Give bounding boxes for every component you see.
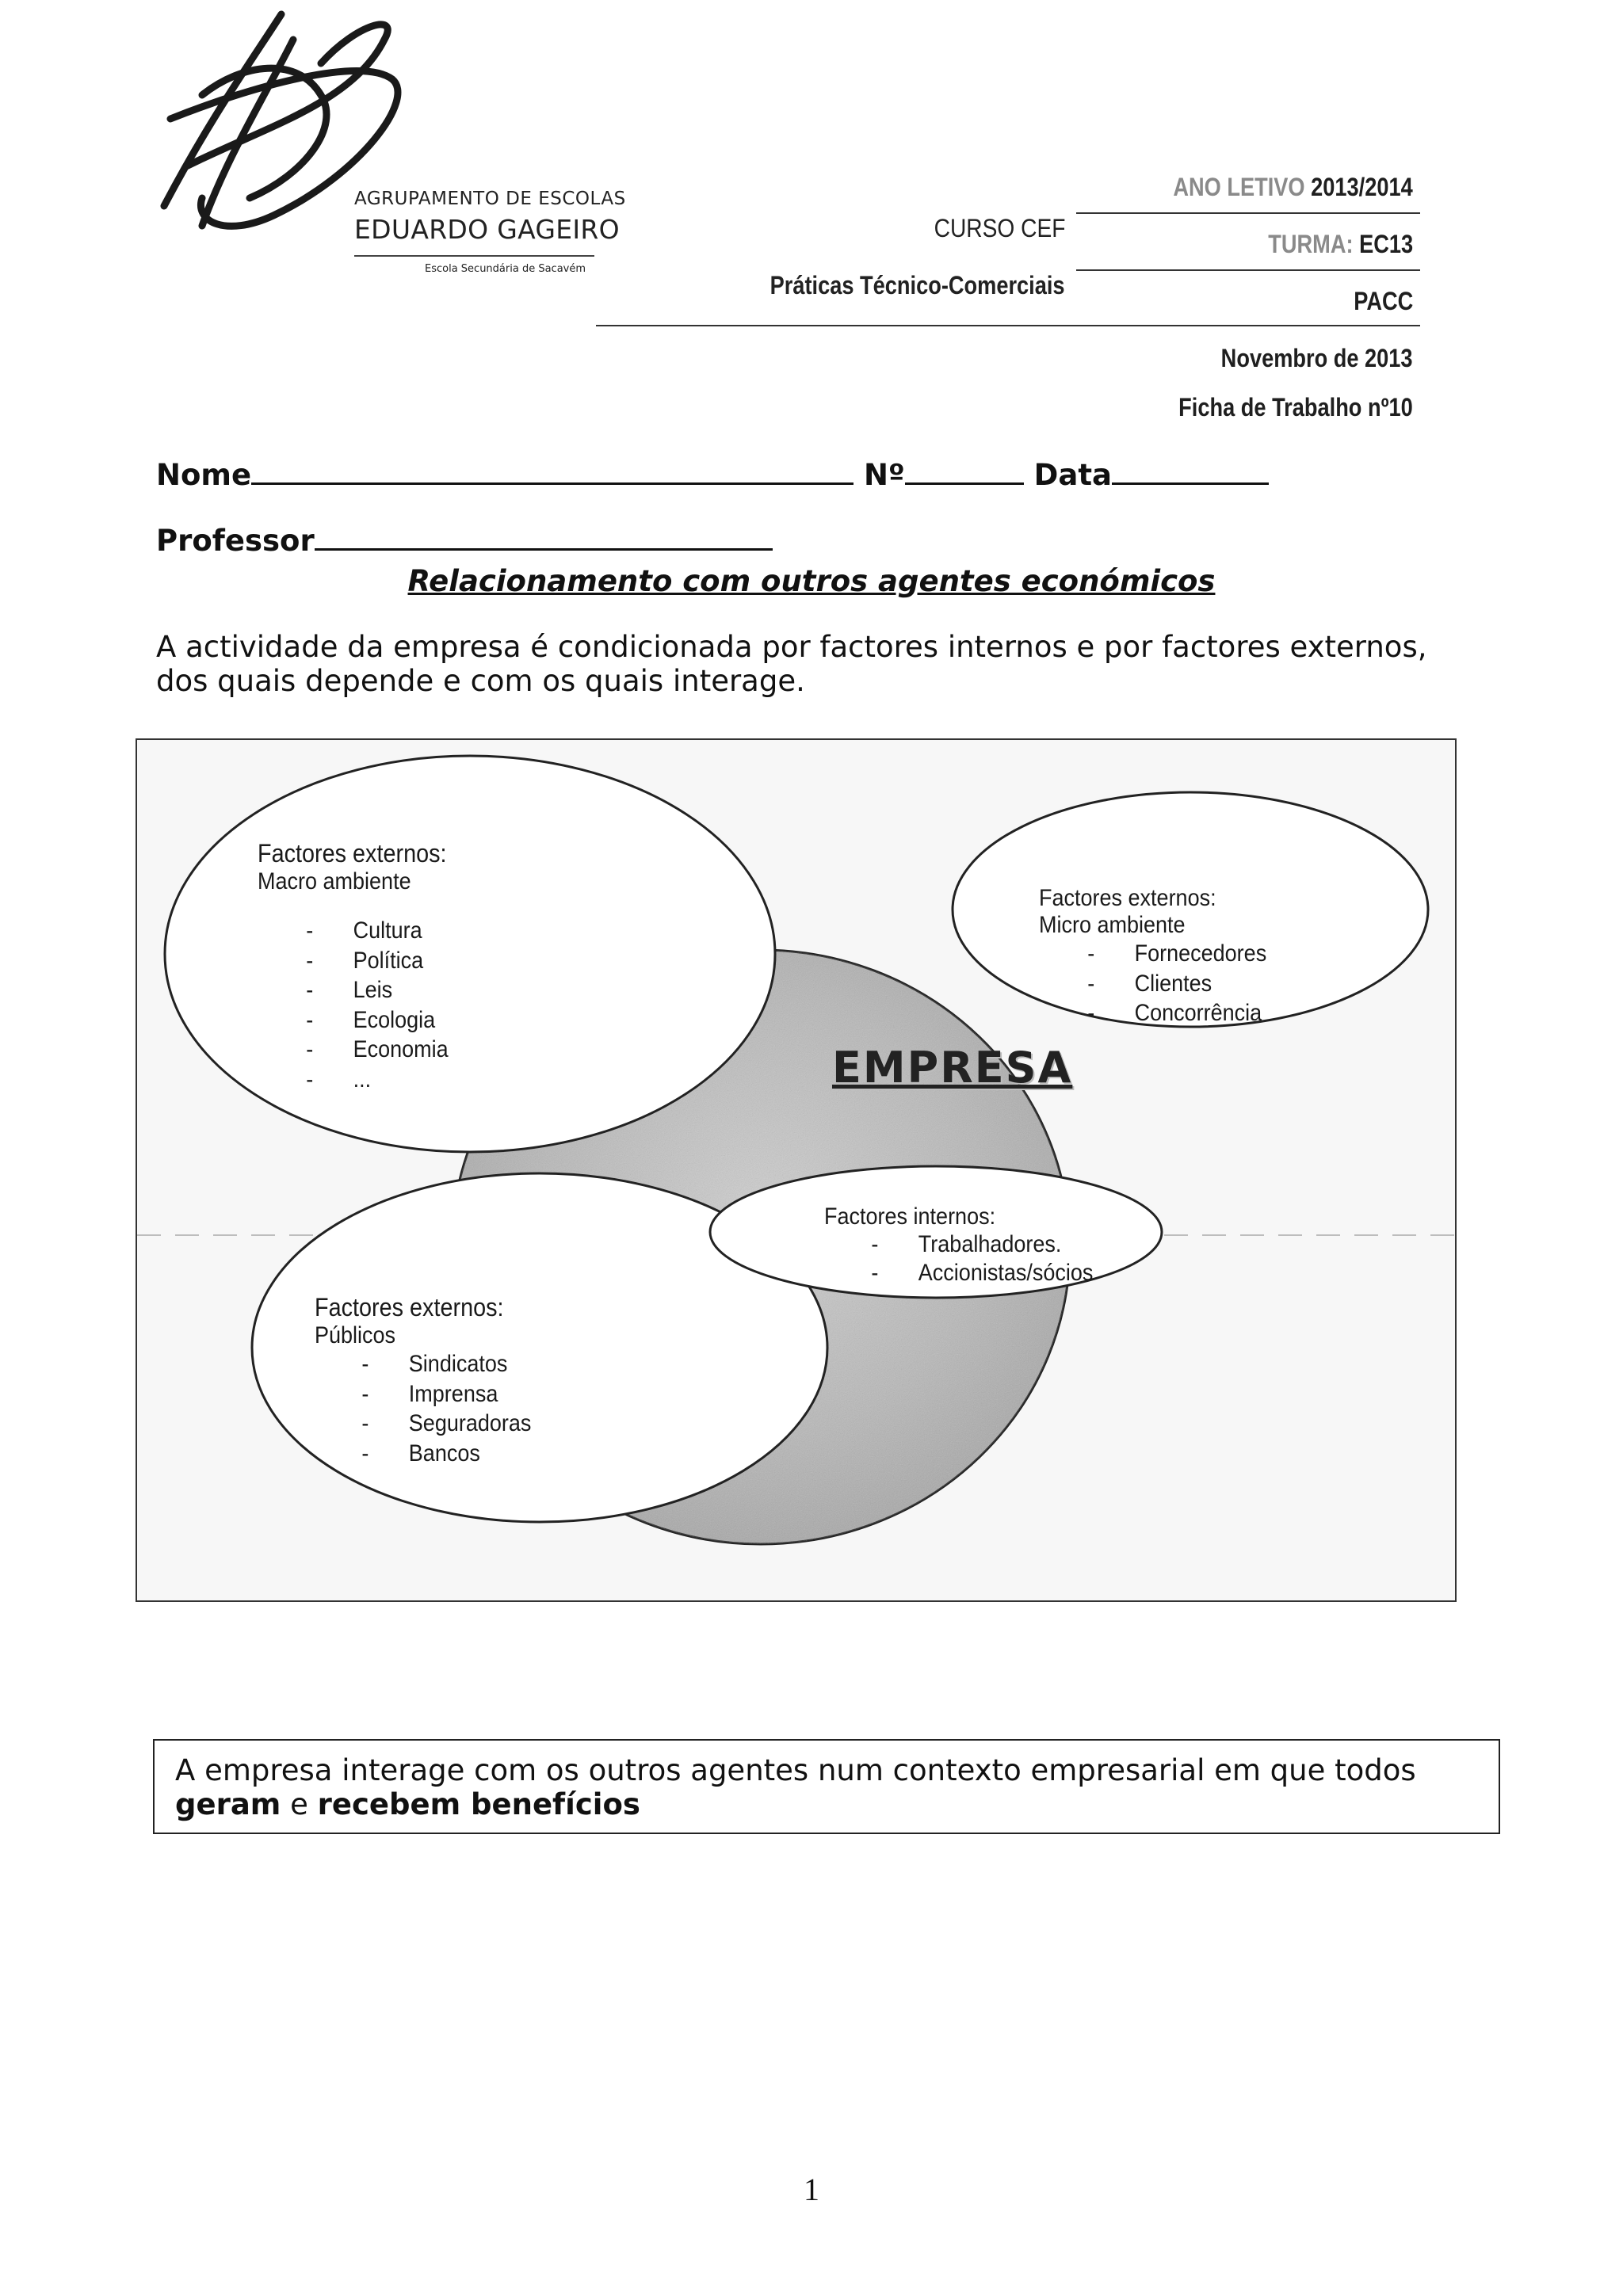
publicos-subtitle: Públicos [315, 1322, 396, 1348]
summary-bold-1: geram [175, 1787, 281, 1821]
empresa-label: EMPRESA [832, 1043, 1073, 1093]
summary-text: A empresa interage com os outros agentes num contexto empresarial em que todos [175, 1753, 1416, 1787]
list-item: - Imprensa [361, 1379, 531, 1409]
student-fields [156, 456, 1269, 492]
factors-diagram [136, 738, 1457, 1602]
school-divider [354, 255, 594, 257]
number-field[interactable] [905, 456, 1024, 485]
internos-title: Factores internos: [824, 1203, 996, 1230]
macro-subtitle: Macro ambiente [258, 868, 411, 894]
macro-ellipse [165, 756, 775, 1152]
list-item: - ... [306, 1065, 448, 1095]
number-label: Nº [863, 458, 905, 492]
micro-group [1039, 885, 1266, 1028]
school-subname: Escola Secundária de Sacavém [425, 263, 586, 275]
list-item: - Bancos [361, 1439, 531, 1469]
page-title: Relacionamento com outros agentes económicos [407, 564, 1216, 598]
school-year [1174, 173, 1413, 202]
school-year-value: 2013/2014 [1311, 173, 1413, 201]
sheet-number: Ficha de Trabalho nº10 [1178, 393, 1413, 421]
list-item: - Política [306, 946, 448, 976]
list-item: - Fornecedores [1087, 939, 1266, 969]
macro-list [306, 916, 448, 1094]
macro-group [258, 839, 449, 1094]
summary-conjunction: e [290, 1787, 308, 1821]
date-label: Data [1033, 458, 1113, 492]
publicos-group [315, 1293, 531, 1468]
micro-subtitle: Micro ambiente [1039, 912, 1186, 938]
teacher-label: Professor [156, 524, 315, 558]
list-item: - Sindicatos [361, 1349, 531, 1379]
header-divider [596, 325, 1420, 326]
school-group-name: AGRUPAMENTO DE ESCOLAS [354, 189, 626, 209]
name-label: Nome [156, 458, 252, 492]
header-divider [1076, 269, 1420, 271]
module-code: PACC [1353, 287, 1413, 315]
summary-box [153, 1739, 1500, 1834]
class-id [1268, 230, 1413, 259]
class-value: EC13 [1358, 230, 1413, 258]
macro-title: Factores externos: [258, 839, 447, 868]
teacher-field[interactable] [315, 521, 773, 551]
list-item: - Accionistas/sócios [871, 1259, 1093, 1287]
class-label: TURMA: [1268, 230, 1354, 258]
list-item: - Cultura [306, 916, 448, 946]
list-item: - Trabalhadores. [871, 1230, 1093, 1259]
page-number: 1 [804, 2172, 819, 2207]
teacher-fields [156, 521, 773, 558]
list-item: - Economia [306, 1035, 448, 1065]
list-item: - Leis [306, 975, 448, 1005]
summary-bold-2: recebem benefícios [317, 1787, 640, 1821]
header-divider [1076, 212, 1420, 214]
publicos-title: Factores externos: [315, 1293, 504, 1322]
intro-paragraph: A actividade da empresa é condicionada por factores internos e por factores externos, dos quais depende e com os quais interage. [156, 630, 1427, 698]
date-field[interactable] [1112, 456, 1269, 485]
list-item: - Clientes [1087, 969, 1266, 999]
list-item: - Concorrência [1087, 998, 1266, 1028]
micro-title: Factores externos: [1039, 885, 1216, 911]
sheet-date: Novembro de 2013 [1221, 344, 1413, 372]
school-year-label: ANO LETIVO [1173, 173, 1305, 201]
list-item: - Ecologia [306, 1005, 448, 1035]
course-name: CURSO CEF [934, 214, 1065, 242]
name-field[interactable] [251, 456, 854, 485]
discipline-name: Práticas Técnico-Comerciais [770, 271, 1065, 299]
list-item: - Seguradoras [361, 1409, 531, 1439]
internos-list [871, 1230, 1093, 1287]
school-name: EDUARDO GAGEIRO [354, 214, 620, 245]
micro-list [1087, 939, 1266, 1028]
publicos-list [361, 1349, 531, 1468]
internos-group [824, 1203, 1093, 1287]
